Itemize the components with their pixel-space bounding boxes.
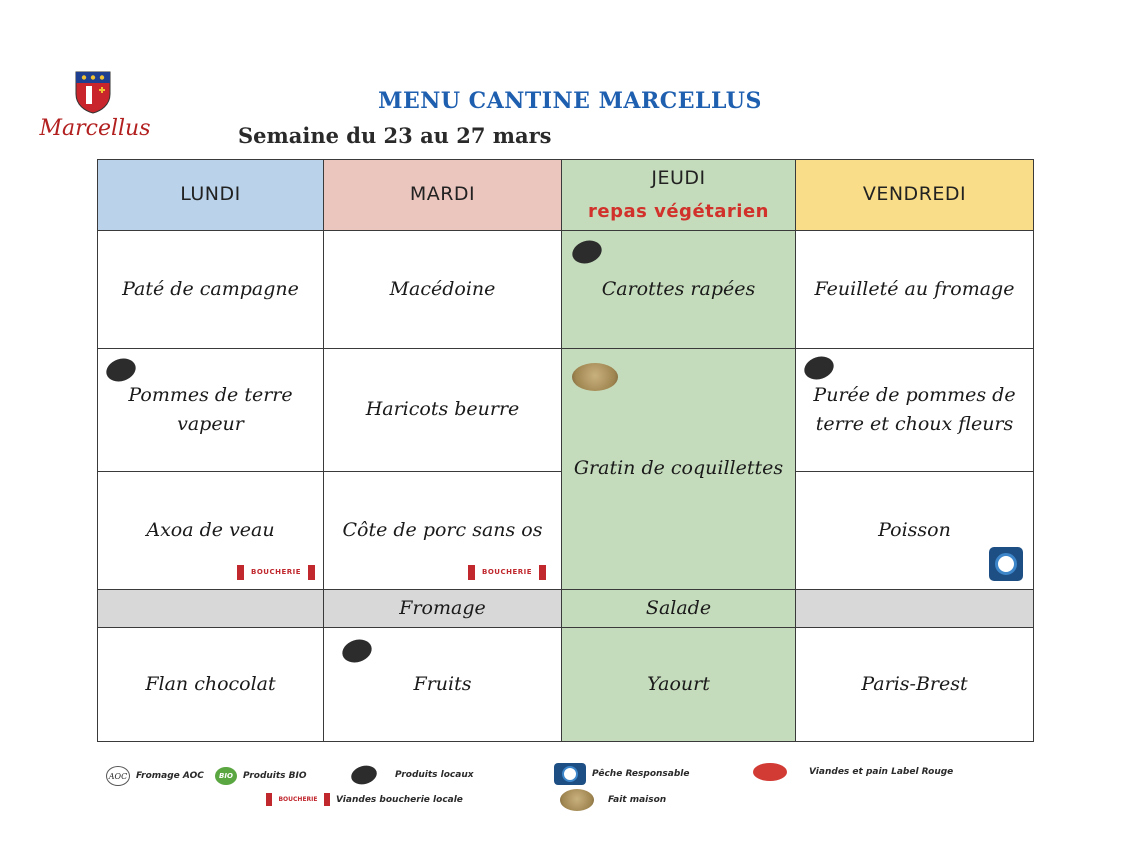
day-label: VENDREDI — [862, 183, 967, 206]
dish-label: Flan chocolat — [145, 672, 276, 695]
legend-label: Produits locaux — [395, 770, 474, 780]
menu-cell-laitier-mardi — [323, 589, 562, 628]
menu-cell-entree-mardi — [323, 230, 562, 349]
legend-peche — [554, 763, 689, 785]
menu-cell-dessert-mardi — [323, 627, 562, 742]
legend-maison — [560, 789, 666, 811]
menu-cell-plat-lundi — [97, 471, 324, 590]
produits-locaux-badge-icon — [569, 237, 604, 267]
boucherie-badge-icon: BOUCHERIE — [468, 565, 546, 580]
dish-label: Axoa de veau — [146, 518, 275, 541]
marcellus-logo — [30, 70, 160, 150]
vegetarian-note: repas végétarien — [588, 200, 769, 222]
menu-cell-entree-jeudi — [561, 230, 796, 349]
dish-label: Haricots beurre — [365, 398, 520, 421]
day-label: JEUDI — [651, 167, 706, 190]
dish-label: Poisson — [878, 518, 951, 541]
menu-cell-laitier-vendredi — [795, 589, 1034, 628]
logo-text: Marcellus — [39, 116, 151, 141]
menu-cell-plat-vendredi — [795, 471, 1034, 590]
dish-label: Pommes de terre vapeur — [128, 383, 293, 435]
peche-responsable-icon — [554, 763, 586, 785]
legend-label: Viandes boucherie locale — [336, 794, 463, 805]
bio-icon: BIO — [215, 767, 237, 785]
menu-cell-accompagnement-mardi — [323, 348, 562, 472]
menu-cell-dessert-lundi — [97, 627, 324, 742]
legend-boucherie — [266, 793, 463, 806]
header-jeudi — [561, 159, 796, 231]
dish-label: Paris-Brest — [861, 672, 968, 695]
dish-label: Paté de campagne — [122, 277, 299, 300]
boucherie-badge-icon: BOUCHERIE — [237, 565, 315, 580]
fait-maison-badge-icon — [572, 363, 618, 391]
dish-label: Macédoine — [389, 277, 496, 300]
menu-cell-dessert-vendredi — [795, 627, 1034, 742]
dish-label: Feuilleté au fromage — [814, 277, 1015, 300]
legend-bio — [215, 767, 307, 785]
legend-label: Viandes et pain Label Rouge — [809, 767, 954, 777]
produits-locaux-badge-icon — [801, 353, 836, 383]
menu-cell-plat-jeudi — [561, 348, 796, 590]
menu-cell-laitier-jeudi — [561, 589, 796, 628]
dish-label: Gratin de coquillettes — [573, 457, 784, 480]
dish-label: Purée de pommes de terre et choux fleurs — [813, 383, 1016, 435]
legend-label: Fromage AOC — [136, 771, 204, 781]
menu-cell-laitier-lundi — [97, 589, 324, 628]
aoc-icon: AOC — [106, 766, 130, 786]
menu-table — [97, 159, 1034, 742]
legend-label: Pêche Responsable — [592, 769, 690, 779]
legend-label: Fait maison — [608, 795, 667, 805]
peche-responsable-badge-icon — [989, 547, 1023, 581]
dish-label: Carottes rapées — [601, 277, 756, 300]
legend-label: Produits BIO — [243, 771, 307, 781]
produits-locaux-icon — [349, 763, 379, 787]
header-mardi — [323, 159, 562, 231]
legend-aoc — [106, 766, 204, 786]
menu-cell-accompagnement-lundi — [97, 348, 324, 472]
coat-of-arms-icon — [73, 70, 113, 114]
legend-label-rouge — [753, 763, 953, 781]
day-label: MARDI — [409, 183, 476, 206]
legend-local — [351, 766, 474, 784]
dish-label: Côte de porc sans os — [342, 518, 543, 541]
day-label: LUNDI — [180, 183, 241, 206]
dish-label: Salade — [645, 596, 712, 619]
fait-maison-icon — [560, 789, 594, 811]
menu-cell-plat-mardi — [323, 471, 562, 590]
dish-label: Fruits — [413, 672, 472, 695]
header-lundi — [97, 159, 324, 231]
boucherie-icon: BOUCHERIE — [266, 793, 330, 806]
menu-cell-entree-vendredi — [795, 230, 1034, 349]
menu-cell-entree-lundi — [97, 230, 324, 349]
menu-cell-accompagnement-vendredi — [795, 348, 1034, 472]
dish-label: Fromage — [399, 596, 486, 619]
dish-label: Yaourt — [647, 672, 710, 695]
menu-title: MENU CANTINE MARCELLUS — [378, 88, 762, 114]
label-rouge-icon — [753, 763, 787, 781]
week-subtitle: Semaine du 23 au 27 mars — [238, 123, 552, 148]
header-vendredi — [795, 159, 1034, 231]
produits-locaux-badge-icon — [339, 636, 374, 666]
menu-cell-dessert-jeudi — [561, 627, 796, 742]
